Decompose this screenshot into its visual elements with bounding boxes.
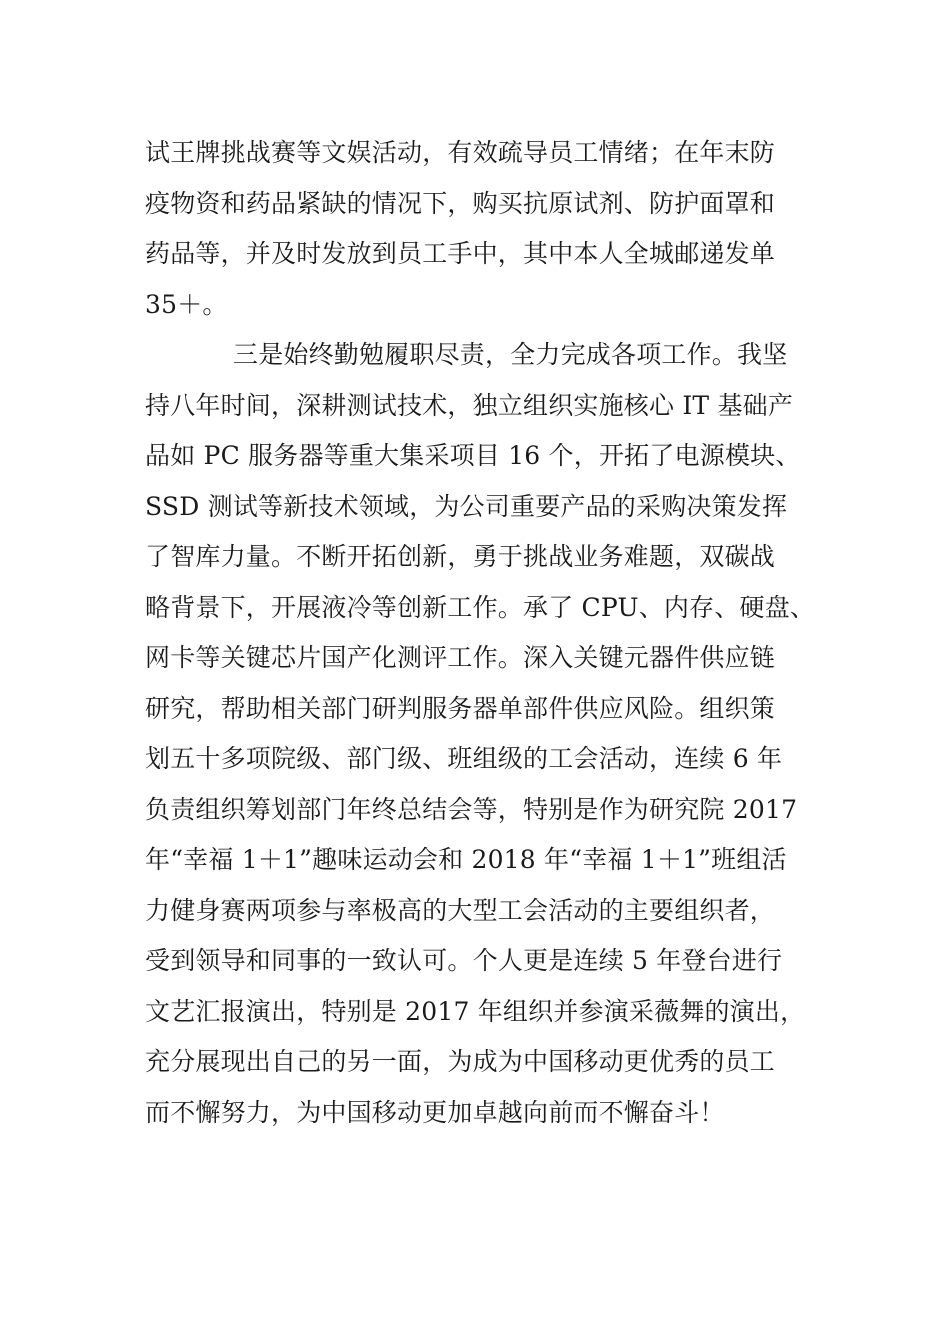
text-line: 品如 PC 服务器等重大集采项目 16 个，开拓了电源模块、 xyxy=(145,441,801,470)
text-line: 力健身赛两项参与率极高的大型工会活动的主要组织者， xyxy=(145,895,776,925)
text-line: 疫物资和药品紧缺的情况下，购买抗原试剂、防护面罩和 xyxy=(145,188,776,218)
text-line: 充分展现出自己的另一面，为成为中国移动更优秀的员工 xyxy=(145,1047,776,1076)
text-line: 35＋。 xyxy=(145,289,228,319)
text-line: 年“幸福 1＋1”趣味运动会和 2018 年“幸福 1＋1”班组活 xyxy=(145,845,787,874)
body-text xyxy=(145,128,845,1138)
text-line: 药品等，并及时发放到员工手中，其中本人全城邮递发单 xyxy=(145,239,776,268)
text-line: 受到领导和同事的一致认可。个人更是连续 5 年登台进行 xyxy=(145,946,783,975)
text-line: 试王牌挑战赛等文娱活动，有效疏导员工情绪；在年末防 xyxy=(145,138,776,167)
text-line: 持八年时间，深耕测试技术，独立组织实施核心 IT 基础产 xyxy=(145,390,794,420)
text-line: 网卡等关键芯片国产化测评工作。深入关键元器件供应链 xyxy=(145,643,776,672)
text-line: 三是始终勤勉履职尽责，全力完成各项工作。我坚 xyxy=(233,340,788,369)
text-line: 文艺汇报演出，特别是 2017 年组织并参演采薇舞的演出， xyxy=(145,996,806,1026)
text-line: SSD 测试等新技术领域，为公司重要产品的采购决策发挥 xyxy=(145,491,788,521)
paragraph-1 xyxy=(145,128,845,330)
text-line: 而不懈努力，为中国移动更加卓越向前而不懈奋斗！ xyxy=(145,1097,725,1127)
text-line: 划五十多项院级、部门级、班组级的工会活动，连续 6 年 xyxy=(145,744,783,773)
text-line: 负责组织筹划部门年终总结会等，特别是作为研究院 2017 xyxy=(145,794,798,824)
paragraph-2 xyxy=(145,330,845,1138)
text-line: 了智库力量。不断开拓创新，勇于挑战业务难题，双碳战 xyxy=(145,542,776,571)
text-line: 研究，帮助相关部门研判服务器单部件供应风险。组织策 xyxy=(145,693,776,723)
text-line: 略背景下，开展液冷等创新工作。承了 CPU、内存、硬盘、 xyxy=(145,592,816,622)
